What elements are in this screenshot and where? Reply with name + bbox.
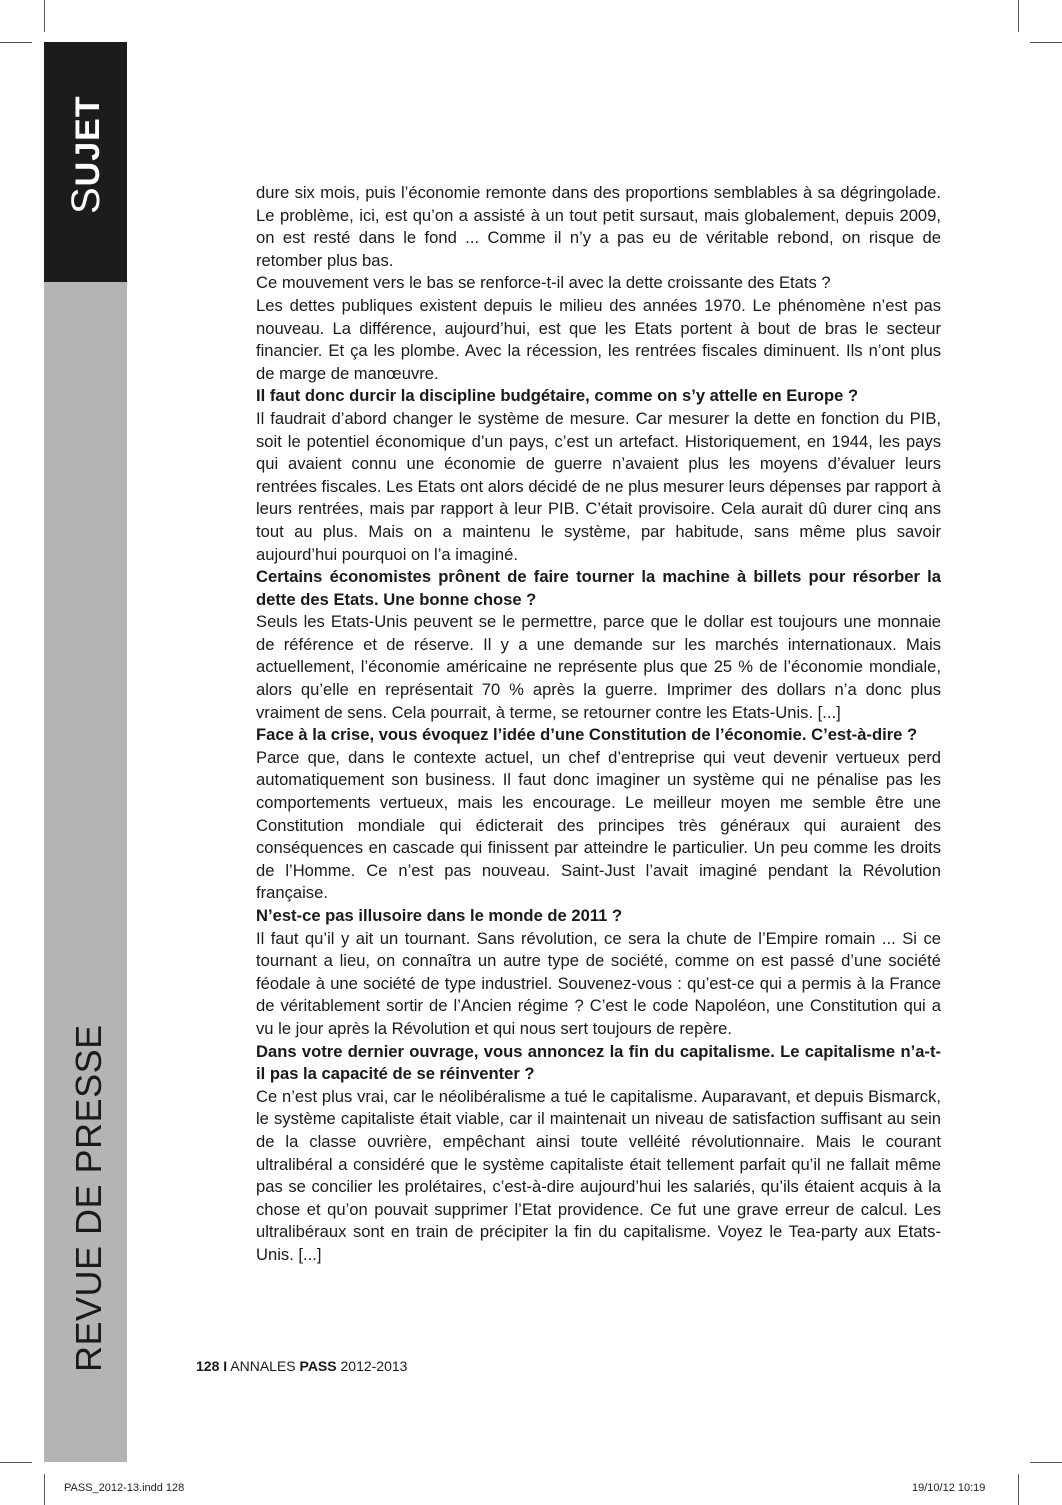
slug-filename: PASS_2012-13.indd 128 — [64, 1482, 185, 1494]
interview-question: Il faut donc durcir la discipline budgétaire, comme on s’y attelle en Europe ? — [256, 386, 859, 406]
interview-answer: dure six mois, puis l’économie remonte dans des proportions semblables à sa dégringolade. Le problème, ici, est qu’on a assisté à un tout petit sursaut, mais globalement, depuis 2009, on est resté dans le fond ... Comme il n’y a pas eu de véritable rebond, on risque de retomber plus bas. — [256, 183, 941, 270]
interview-answer: Les dettes publiques existent depuis le milieu des années 1970. Le phénomène n’est pas nouveau. La différence, aujourd’hui, est que les Etats portent à bout de bras le secteur financier. Et ça les plombe. Avec la récession, les rentrées fiscales diminuent. Ils n’ont plus de marge de manœuvre. — [256, 295, 941, 383]
footer-years: 2012-2013 — [340, 1358, 408, 1374]
interview-question: N’est-ce pas illusoire dans le monde de 2011 ? — [256, 906, 623, 925]
interview-answer: Seuls les Etats-Unis peuvent se le permettre, parce que le dollar est toujours une monnaie de référence et de réserve. Il y a une demande sur les marchés internationaux. Mais actuellement, l’économie américaine ne représente plus que 25 % de l’économie mondiale, alors qu’elle en représentait 70 % après la guerre. Imprimer des dollars n’a donc plus vraiment de sens. Cela pourrait, à terme, se retourner contre les Etats-Unis. [...] — [256, 612, 941, 722]
footer-separator: I — [223, 1358, 228, 1374]
crop-mark — [44, 1474, 45, 1505]
interview-answer: Il faudrait d’abord changer le système de mesure. Car mesurer la dette en fonction du PIB, soit le potentiel économique d’un pays, c’est un artefact. Historiquement, en 1944, les pays qui avaient connu une économie de guerre n’avaient plus les moyens d’évaluer leurs rentrées fiscales. Les Etats ont alors décidé de ne plus mesurer leurs dépenses par rapport à leurs rentrées, mais par rapport à leur PIB. C’était provisoire. Cela aurait dû durer cinq ans tout au plus. Mais on a maintenu le système, par habitude, sans même plus savoir aujourd’hui pourquoi on l’a imaginé. — [256, 408, 941, 564]
section-label: SUJET — [64, 95, 108, 214]
category-label: REVUE DE PRESSE — [68, 1024, 109, 1372]
interview-answer: Parce que, dans le contexte actuel, un chef d’entreprise qui veut devenir vertueux perd automatiquement son business. Il faut donc imaginer un système qui ne pénalise pas les comportements vertueux, mais les encourage. Le meilleur moyen me semble être une Constitution mondiale qui édicterait des principes très généraux qui auraient des conséquences en cascade qui finissent par atteindre le particulier. Un peu comme les droits de l’Homme. Ce n’est pas nouveau. Saint-Just l’avait imaginé pendant la Révolution française. — [256, 747, 941, 903]
crop-mark — [1030, 42, 1062, 43]
crop-mark — [1018, 1474, 1019, 1505]
footer-annales: ANNALES — [230, 1358, 296, 1374]
interview-question: Face à la crise, vous évoquez l’idée d’une Constitution de l’économie. C’est-à-dire ? — [256, 725, 918, 745]
crop-mark — [0, 42, 32, 43]
footer-pass: PASS — [299, 1358, 337, 1374]
page-footer — [196, 1358, 407, 1374]
crop-mark — [1030, 1462, 1062, 1463]
slug-datetime: 19/10/12 10:19 — [912, 1482, 986, 1494]
interview-answer: Ce n’est plus vrai, car le néolibéralisme a tué le capitalisme. Auparavant, et depuis Bismarck, le système capitaliste était viable, car il maintenait un niveau de satisfaction suffisant au sein de la classe ouvrière, empêchant ainsi toute velléité révolutionnaire. Mais le courant ultralibéral a considéré que le système capitaliste était tellement parfait qu’il ne fallait même pas se concilier les prolétaires, c’est-à-dire aujourd’hui les salariés, qu’ils étaient acquis à la chose et qu’on pouvait supprimer l’Etat providence. Ce fut une grave erreur de calcul. Les ultralibéraux sont en train de précipiter la fin du capitalisme. Voyez le Tea-party aux Etats-Unis. [...] — [256, 1086, 941, 1264]
interview-answer: Ce mouvement vers le bas se renforce-t-il avec la dette croissante des Etats ? — [256, 273, 831, 293]
interview-question: Certains économistes prônent de faire tourner la machine à billets pour résorber la dette des Etats. Une bonne chose ? — [256, 567, 941, 609]
crop-mark — [44, 0, 45, 32]
article-body — [256, 182, 941, 1267]
interview-answer: Il faut qu’il y ait un tournant. Sans révolution, ce sera la chute de l’Empire romain ... Si ce tournant a lieu, on connaîtra un autre type de société, comme on est passé d’une société féodale à une société de type industriel. Souvenez-vous : qu’est-ce qui a permis à la France de véritablement sortir de l’Ancien régime ? C’est le code Napoléon, une Constitution qui a vu le jour après la Révolution et qui nous sert toujours de repère. — [256, 928, 941, 1038]
page-number: 128 — [196, 1358, 220, 1374]
interview-question: Dans votre dernier ouvrage, vous annoncez la fin du capitalisme. Le capitalisme n’a-t-il pas la capacité de se réinventer ? — [256, 1041, 941, 1084]
crop-mark — [0, 1462, 32, 1463]
crop-mark — [1018, 0, 1019, 32]
